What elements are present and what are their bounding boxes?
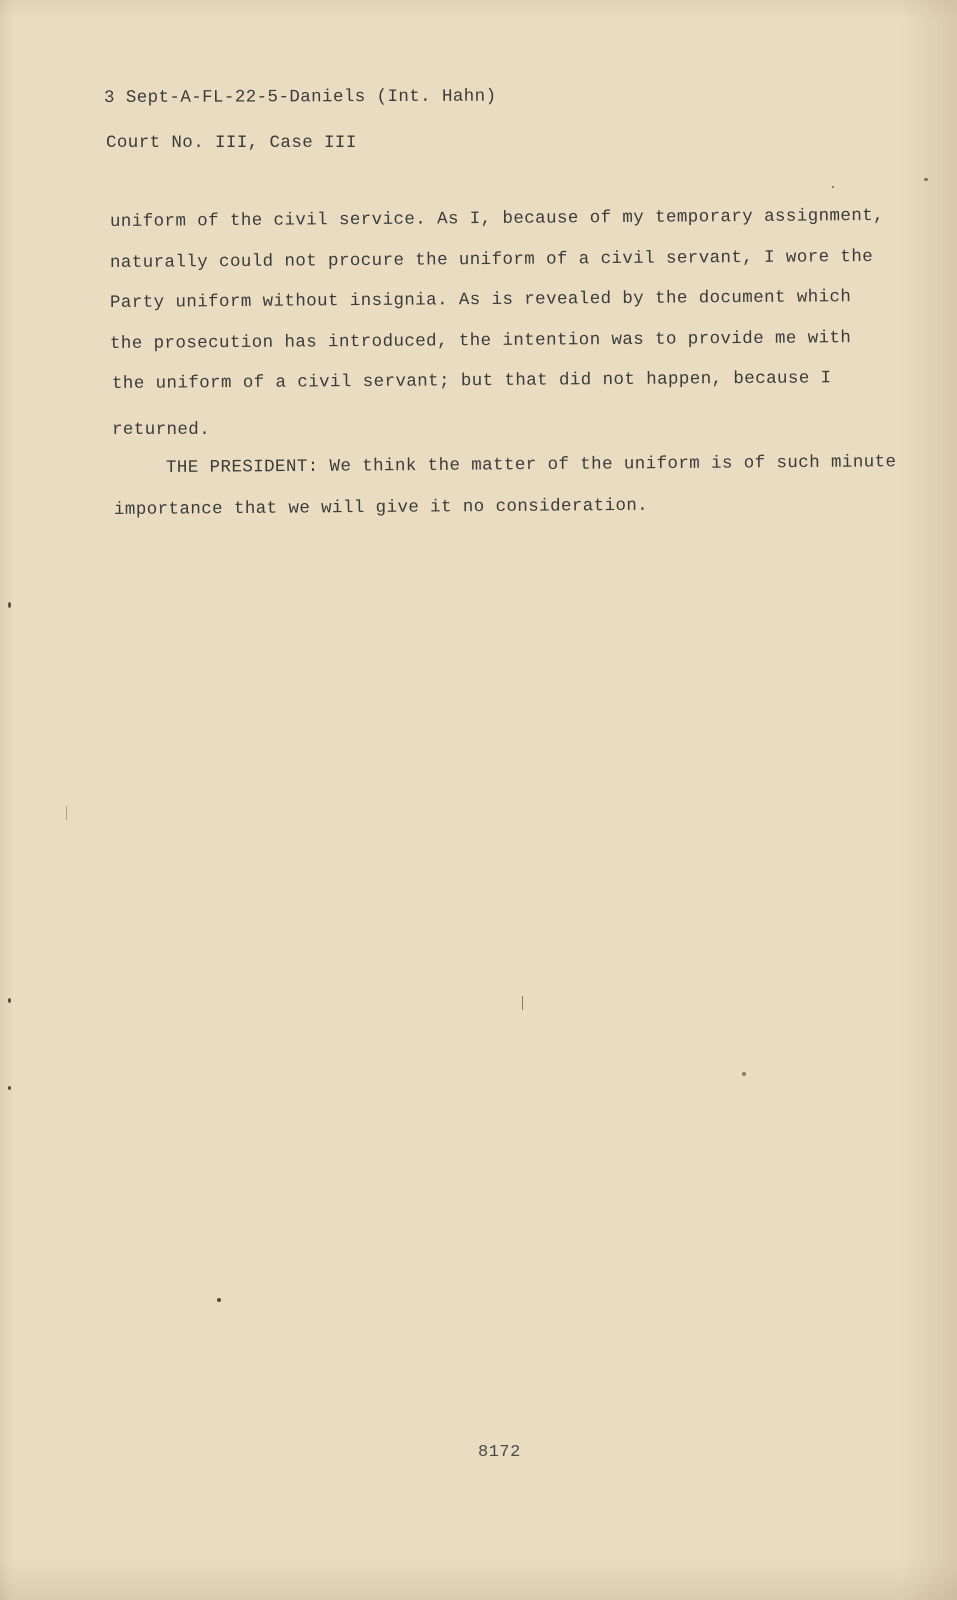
paper-speck [8,1086,11,1090]
body-line-2: naturally could not procure the uniform of a civil servant, I wore the [109,247,874,273]
paper-speck [8,602,11,608]
paper-speck [924,178,928,181]
document-header-court: Court No. III, Case III [106,133,357,153]
paper-mark [832,186,834,188]
body-line-4: the prosecution has introduced, the intention was to provide me with [109,328,852,354]
page-number: 8172 [478,1443,521,1462]
body-line-5: the uniform of a civil servant; but that did not happen, because I [111,368,832,394]
body-line-6: returned. [112,420,211,440]
document-header-session: 3 Sept-A-FL-22-5-Daniels (Int. Hahn) [103,86,497,108]
president-statement-line-2: importance that we will give it no consideration. [113,495,649,520]
paper-mark [66,806,67,820]
president-statement-line-1: THE PRESIDENT: We think the matter of the uniform is of such minute [165,452,897,478]
paper-speck [217,1298,221,1302]
body-line-1: uniform of the civil service. As I, because of my temporary assignment, [109,205,885,232]
body-line-3: Party uniform without insignia. As is revealed by the document which [109,287,852,313]
paper-speck [742,1072,746,1076]
paper-mark [522,996,523,1010]
paper-speck [8,998,11,1003]
